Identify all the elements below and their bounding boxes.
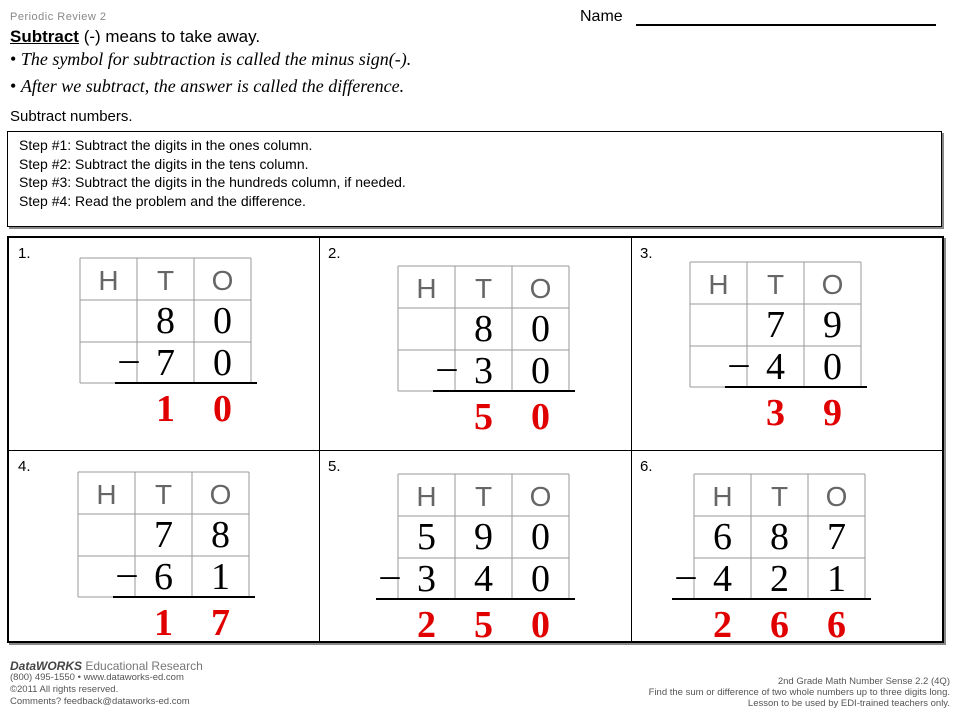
- place-value-chart: [380, 474, 568, 646]
- place-header-h: H: [708, 269, 729, 300]
- subtrahend-digit: 1: [211, 556, 230, 598]
- answer-digit: 5: [474, 604, 493, 646]
- minuend-digit: 7: [827, 516, 846, 558]
- brand-rest: Educational Research: [82, 659, 203, 673]
- place-header-h: H: [712, 481, 733, 512]
- place-header-t: T: [156, 265, 175, 296]
- bullet-text: The symbol for subtraction is called the minus sign(-).: [20, 49, 412, 69]
- definition-text: (-) means to take away.: [78, 27, 261, 46]
- step-3: Step #3: Subtract the digits in the hundreds column, if needed.: [19, 174, 406, 190]
- step-4: Step #4: Read the problem and the difference.: [19, 192, 306, 209]
- answer-digit: 1: [154, 602, 173, 644]
- place-value-chart: [676, 474, 864, 646]
- place-header-h: H: [98, 265, 119, 296]
- brand-name: DataWORKS: [10, 659, 83, 673]
- subtrahend-digit: 6: [154, 556, 173, 598]
- place-value-svg: [380, 474, 568, 646]
- problem-number: 1.: [18, 245, 31, 262]
- grid-divider: [9, 450, 942, 451]
- place-header-t: T: [770, 481, 789, 512]
- subtrahend-digit: 3: [417, 558, 436, 600]
- answer-digit: 1: [156, 388, 175, 430]
- footer-standard: [649, 676, 950, 709]
- problem-number: 4.: [18, 458, 31, 475]
- place-value-svg: [680, 262, 860, 432]
- place-header-h: H: [416, 273, 437, 304]
- answer-digit: 2: [713, 604, 732, 646]
- minus-sign: –: [117, 552, 137, 594]
- review-label: Periodic Review 2: [10, 11, 107, 23]
- answer-digit: 0: [213, 388, 232, 430]
- minuend-digit: 0: [213, 300, 232, 342]
- answer-digit: 7: [211, 602, 230, 644]
- place-value-chart: [70, 258, 250, 428]
- subtrahend-digit: 2: [770, 558, 789, 600]
- usage-note: Lesson to be used by EDI-trained teachers only.: [747, 698, 950, 709]
- place-value-svg: [388, 266, 568, 436]
- feedback-email: Comments? feedback@dataworks-ed.com: [10, 696, 190, 707]
- place-header-t: T: [154, 479, 173, 510]
- minuend-digit: 0: [531, 308, 550, 350]
- answer-digit: 3: [766, 392, 785, 434]
- step-1: Step #1: Subtract the digits in the ones column.: [19, 137, 313, 153]
- place-header-h: H: [416, 481, 437, 512]
- problem-number: 2.: [328, 245, 341, 262]
- subtrahend-digit: 4: [713, 558, 732, 600]
- subtrahend-digit: 3: [474, 350, 493, 392]
- minus-sign: –: [437, 346, 457, 388]
- minus-sign: –: [119, 338, 139, 380]
- publisher-contact: (800) 495-1550 • www.dataworks-ed.com: [10, 672, 184, 683]
- place-value-chart: [680, 262, 860, 432]
- answer-digit: 0: [531, 604, 550, 646]
- place-value-svg: [68, 472, 248, 642]
- subtrahend-digit: 0: [213, 342, 232, 384]
- definition-term: Subtract: [10, 27, 79, 46]
- minuend-digit: 8: [474, 308, 493, 350]
- place-header-t: T: [474, 481, 493, 512]
- grid-divider: [319, 238, 320, 641]
- subtrahend-digit: 4: [766, 346, 785, 388]
- minuend-digit: 8: [211, 514, 230, 556]
- place-value-chart: [68, 472, 248, 642]
- minuend-digit: 5: [417, 516, 436, 558]
- answer-digit: 9: [823, 392, 842, 434]
- grid-divider: [631, 238, 632, 641]
- answer-digit: 6: [827, 604, 846, 646]
- definition: [10, 27, 260, 47]
- minuend-digit: 8: [156, 300, 175, 342]
- footer-publisher: [10, 660, 203, 708]
- minuend-digit: 6: [713, 516, 732, 558]
- minuend-digit: 8: [770, 516, 789, 558]
- place-header-o: O: [211, 265, 234, 296]
- instruction: Subtract numbers.: [10, 108, 133, 125]
- place-value-svg: [70, 258, 250, 428]
- minus-sign: –: [380, 554, 400, 596]
- answer-digit: 2: [417, 604, 436, 646]
- name-line: [636, 24, 936, 26]
- minuend-digit: 7: [766, 304, 785, 346]
- subtrahend-digit: 1: [827, 558, 846, 600]
- problem-number: 5.: [328, 458, 341, 475]
- minuend-digit: 0: [531, 516, 550, 558]
- place-header-h: H: [96, 479, 117, 510]
- place-header-o: O: [529, 481, 552, 512]
- answer-digit: 6: [770, 604, 789, 646]
- steps-box: [7, 131, 942, 227]
- place-header-t: T: [766, 269, 785, 300]
- place-header-o: O: [529, 273, 552, 304]
- bullet-text: After we subtract, the answer is called the difference.: [20, 76, 405, 96]
- place-value-chart: [388, 266, 568, 436]
- minuend-digit: 7: [154, 514, 173, 556]
- place-value-svg: [676, 474, 864, 646]
- bullet-difference: • After we subtract, the answer is called the difference.: [10, 76, 405, 96]
- standard-text: Find the sum or difference of two whole numbers up to three digits long.: [648, 687, 950, 698]
- place-header-t: T: [474, 273, 493, 304]
- name-label: Name: [580, 8, 623, 25]
- problem-number: 6.: [640, 458, 653, 475]
- answer-digit: 5: [474, 396, 493, 438]
- place-header-o: O: [209, 479, 232, 510]
- copyright: ©2011 All rights reserved.: [10, 684, 119, 695]
- publisher-brand: [10, 660, 203, 672]
- place-header-o: O: [825, 481, 848, 512]
- place-header-o: O: [821, 269, 844, 300]
- answer-digit: 0: [531, 396, 550, 438]
- step-2: Step #2: Subtract the digits in the tens column.: [19, 155, 309, 172]
- minus-sign: –: [676, 554, 696, 596]
- problem-number: 3.: [640, 245, 653, 262]
- grade-label: 2nd Grade Math Number Sense 2.2 (4Q): [777, 676, 950, 687]
- subtrahend-digit: 0: [531, 350, 550, 392]
- bullet-minus-sign: • The symbol for subtraction is called the minus sign(-).: [10, 49, 412, 69]
- subtrahend-digit: 0: [531, 558, 550, 600]
- subtrahend-digit: 7: [156, 342, 175, 384]
- subtrahend-digit: 0: [823, 346, 842, 388]
- subtrahend-digit: 4: [474, 558, 493, 600]
- minuend-digit: 9: [474, 516, 493, 558]
- minuend-digit: 9: [823, 304, 842, 346]
- minus-sign: –: [729, 342, 749, 384]
